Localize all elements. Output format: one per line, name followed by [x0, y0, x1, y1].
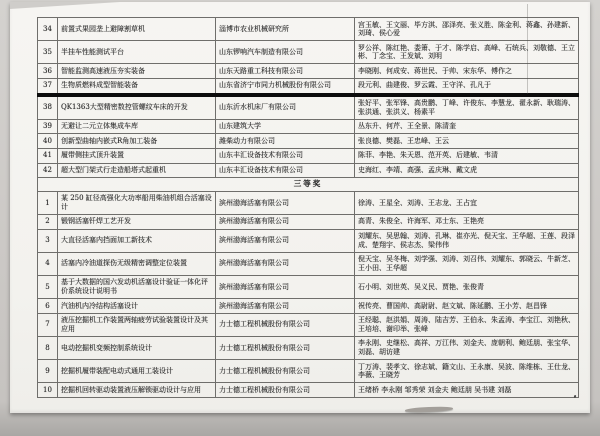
row-number-cell: 35: [38, 41, 58, 64]
organization-cell: 力士德工程机械股份有限公司: [216, 360, 355, 383]
section-header-row: [38, 178, 579, 192]
scan-corner-shade: [10, 2, 120, 9]
row-number-cell: 3: [38, 229, 58, 252]
organization-cell: 山东省济宁市同力机械股份有限公司: [216, 78, 355, 94]
project-title-cell: 电动挖掘机变频控制系统设计: [58, 336, 216, 359]
project-title-cell: 活塞内冷油道探伤无级精密调整定位装置: [58, 252, 216, 275]
table-row: [38, 119, 579, 134]
row-number-cell: 42: [38, 163, 58, 178]
project-title-cell: 液压挖掘机工作装置两轴疲劳试验装置设计及其应用: [58, 313, 216, 336]
table-row: [38, 383, 579, 398]
section-header-label: 三等奖: [38, 178, 579, 192]
organization-cell: 滨州渤海活塞有限公司: [216, 252, 355, 275]
table-row: [38, 275, 579, 298]
awardee-names-cell: 李永刚、史继松、高祥、万江伟、刘金夫、庞朝利、鲍廷朋、张宝华、刘磊、胡访建: [355, 336, 579, 359]
table-row: [38, 299, 579, 314]
awardee-names-cell: 李晓刚、何成安、蒋世民、于帅、宋东华、傅作之: [355, 64, 579, 79]
row-number-cell: 41: [38, 148, 58, 163]
project-title-cell: 无避让二元立体集成车库: [58, 119, 216, 134]
awardee-names-cell: 刘耀东、吴思翰、刘涛、孔琳、崔亦光、倪天宝、王华超、王莲、段泽成、楚翔宇、侯志杰、梁伟伟: [355, 229, 579, 252]
row-number-cell: 5: [38, 275, 58, 298]
table-row: [38, 313, 579, 336]
project-title-cell: 挖掘机履带装配电动式通用工装设计: [58, 360, 216, 383]
organization-cell: 山东丰汇设备技术有限公司: [216, 163, 355, 178]
table-row: [38, 18, 579, 41]
organization-cell: 力士德工程机械股份有限公司: [216, 313, 355, 336]
project-title-cell: QK1363大型精密数控管螺纹车床的开发: [58, 95, 216, 120]
row-number-cell: 1: [38, 191, 58, 214]
awardee-names-cell: 陈菲、李艳、朱天恩、范开英、后建敏、韦清: [355, 148, 579, 163]
project-title-cell: 锻钢活塞钎焊工艺开发: [58, 214, 216, 229]
row-number-cell: 2: [38, 214, 58, 229]
awardee-names-cell: 丁万涛、裴孝文、徐志斌、籍文山、王永康、吴波、陈维栋、王仕龙、李薇、王晓芳: [355, 360, 579, 383]
row-number-cell: 7: [38, 313, 58, 336]
table-row: [38, 360, 579, 383]
organization-cell: 滨州渤海活塞有限公司: [216, 275, 355, 298]
row-number-cell: 38: [38, 95, 58, 120]
table-row: [38, 148, 579, 163]
row-number-cell: 34: [38, 18, 58, 41]
row-number-cell: 8: [38, 336, 58, 359]
project-title-cell: 基于大数据的国六发动机活塞设计验证一体化评价系统设计说明书: [58, 275, 216, 298]
organization-cell: 滨州渤海活塞有限公司: [216, 299, 355, 314]
awards-table: [37, 17, 579, 398]
awardee-names-cell: 张良德、樊磊、王忠峰、王云: [355, 134, 579, 149]
organization-cell: 滨州渤海活塞有限公司: [216, 191, 355, 214]
row-number-cell: 9: [38, 360, 58, 383]
awardee-names-cell: 宫玉敏、王文丽、毕方淇、邵泽亮、张义胜、陈金利、蒋鑫、孙建新、刘琦、侯心爱: [355, 18, 579, 41]
organization-cell: 山东建筑大学: [216, 119, 355, 134]
awardee-names-cell: 丛东升、何芹、王全景、陈清奎: [355, 119, 579, 134]
table-row: [38, 191, 579, 214]
table-row: [38, 134, 579, 149]
paper-crease-line: [527, 4, 528, 94]
organization-cell: 山东锣响汽车制造有限公司: [216, 41, 355, 64]
awardee-names-cell: 罗公祥、陈红艳、娄箫、于才、陈学启、高峰、石统兵、刘敬德、王立彬、丁念宝、王发斌、刘明: [355, 41, 579, 64]
project-title-cell: 创新型曲轴内嵌式R角加工装备: [58, 134, 216, 149]
row-number-cell: 39: [38, 119, 58, 134]
table-row: [38, 229, 579, 252]
organization-cell: 淄博市农业机械研究所: [216, 18, 355, 41]
project-title-cell: 挖掘机回转驱动装置液压解锁驱动设计与应用: [58, 383, 216, 398]
project-title-cell: 生物质燃料成型智能装备: [58, 78, 216, 94]
project-title-cell: 超大型门架式行走造船塔式起重机: [58, 163, 216, 178]
organization-cell: 滨州渤海活塞有限公司: [216, 214, 355, 229]
table-row: [38, 163, 579, 178]
organization-cell: 力士德工程机械股份有限公司: [216, 336, 355, 359]
awardee-names-cell: 张好平、张军锋、高贵鹏、丁峰、许俊东、李慧龙、翟永新、耿瑞涛、张洪通、张洪义、杨素平: [355, 95, 579, 120]
table-row: [38, 252, 579, 275]
awardee-names-cell: 王绪桥 李永刚 邹秀荣 刘金夫 鲍廷朋 吴书建 刘磊: [355, 383, 579, 398]
project-title-cell: 汽油机内冷结构活塞设计: [58, 299, 216, 314]
document-page: [10, 2, 590, 413]
awardee-names-cell: 段元利、曲建俊、罗云霞、王守洋、孔凡于: [355, 78, 579, 94]
awardee-names-cell: 倪天宝、吴冬梅、刘学强、刘涛、刘召伟、刘耀东、郭晓云、牛新芝、王小田、王华超: [355, 252, 579, 275]
table-row: [38, 214, 579, 229]
project-title-cell: 某 250 缸径高强化大功率船用柴油机组合活塞设计: [58, 191, 216, 214]
organization-cell: 潍柴动力有限公司: [216, 134, 355, 149]
organization-cell: 力士德工程机械股份有限公司: [216, 383, 355, 398]
table-row: [38, 64, 579, 79]
project-title-cell: 履带侧挂式顶升装置: [58, 148, 216, 163]
organization-cell: 滨州渤海活塞有限公司: [216, 229, 355, 252]
row-number-cell: 40: [38, 134, 58, 149]
awardee-names-cell: 祝传亮、曹国帅、高尉尉、赵文斌、陈延鹏、王小芳、赵昌锋: [355, 299, 579, 314]
table-row: [38, 336, 579, 359]
table-row: [38, 41, 579, 64]
project-title-cell: 半挂车性能测试平台: [58, 41, 216, 64]
row-number-cell: 6: [38, 299, 58, 314]
awardee-names-cell: 徐涛、王星全、刘涛、王志龙、王占宜: [355, 191, 579, 214]
row-number-cell: 10: [38, 383, 58, 398]
table-row-highlighted: [38, 78, 579, 94]
awardee-names-cell: 史海红、李靖、高强、孟庆琳、戴文虎: [355, 163, 579, 178]
project-title-cell: 智能监测高速液压夯实装备: [58, 64, 216, 79]
organization-cell: 山东沂水机床厂有限公司: [216, 95, 355, 120]
organization-cell: 山东丰汇设备技术有限公司: [216, 148, 355, 163]
row-number-cell: 36: [38, 64, 58, 79]
row-number-cell: 37: [38, 78, 58, 94]
awardee-names-cell: 高青、朱俊全、许海军、邓士东、王艳亮: [355, 214, 579, 229]
awardee-names-cell: 石小明、刘世英、吴义民、贾艳、张俊青: [355, 275, 579, 298]
project-title-cell: 大直径活塞内挡面加工新技术: [58, 229, 216, 252]
organization-cell: 山东天路重工科技有限公司: [216, 64, 355, 79]
awards-table-body: [38, 18, 579, 398]
project-title-cell: 前置式果园垄上避障割草机: [58, 18, 216, 41]
row-number-cell: 4: [38, 252, 58, 275]
table-row: [38, 95, 579, 120]
awardee-names-cell: 王经聪、赵洪娟、周涛、陆吉芳、王伯永、朱孟涛、李宝江、刘艳秋、王培培、谢印举、张峰: [355, 313, 579, 336]
